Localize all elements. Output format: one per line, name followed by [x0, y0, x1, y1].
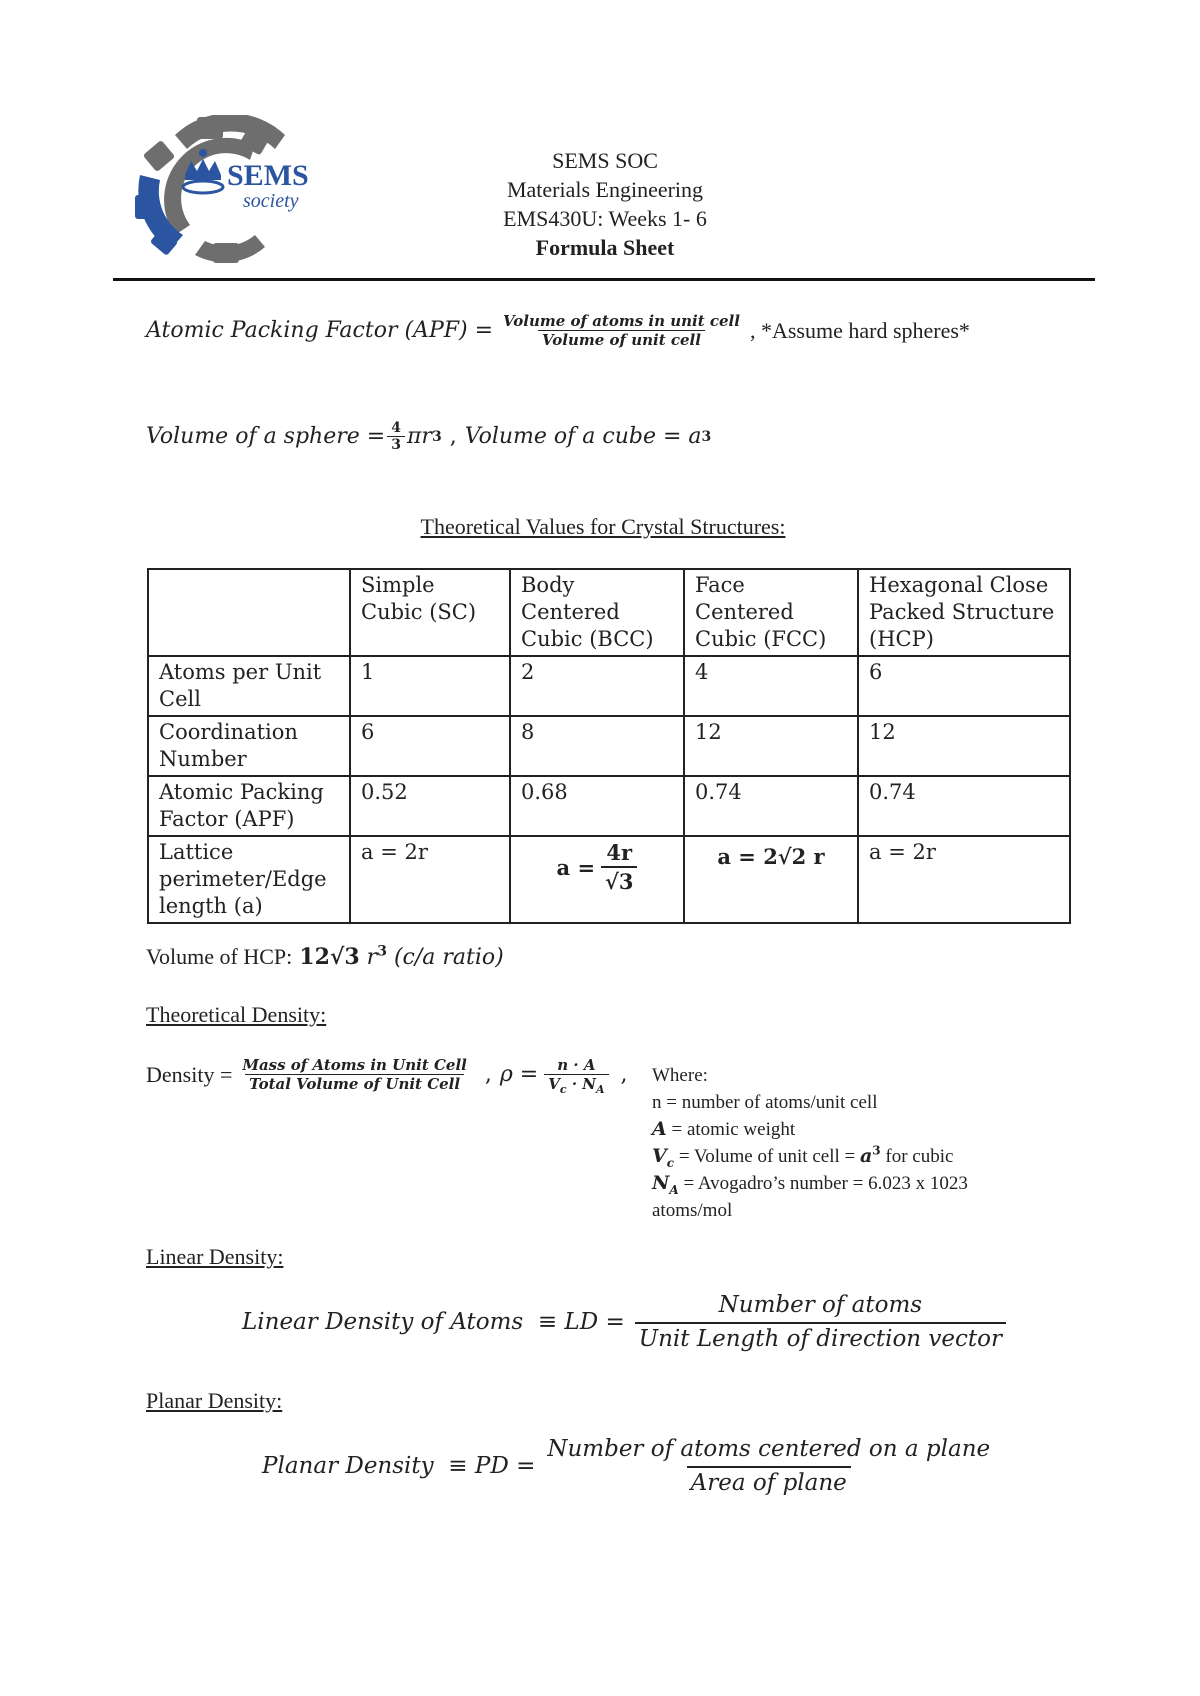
table-cell: 0.68: [510, 776, 684, 836]
planar-density-numerator: Number of atoms centered on a plane: [547, 1436, 991, 1462]
table-header-cell: Simple Cubic (SC): [350, 569, 510, 656]
table-cell: Atoms per Unit Cell: [148, 656, 350, 716]
table-cell: 0.74: [858, 776, 1070, 836]
density-where-list: [652, 1062, 968, 1224]
table-cell: 0.52: [350, 776, 510, 836]
table-cell: Atomic Packing Factor (APF): [148, 776, 350, 836]
table-header-cell: [148, 569, 350, 656]
hcp-volume: [146, 944, 504, 970]
hcp-volume-formula: 12√3: [299, 944, 360, 970]
rho-denominator: $V_c \cdot N_A$: [544, 1074, 608, 1093]
sphere-numerator: 4: [391, 420, 401, 436]
table-cell-fcc-lattice: a = 2√2 r: [684, 836, 858, 923]
table-cell-bcc-lattice: [510, 836, 684, 923]
table-cell: Lattice perimeter/Edge length (a): [148, 836, 350, 923]
header-line1: SEMS SOC: [552, 148, 658, 173]
where-title: Where:: [652, 1065, 708, 1086]
rho-comma: ,: [620, 1062, 628, 1087]
apf-denominator: Volume of unit cell: [538, 330, 705, 349]
table-cell: 0.74: [684, 776, 858, 836]
sphere-denominator: 3: [387, 436, 405, 453]
table-cell: 4: [684, 656, 858, 716]
planar-density-denominator: Area of plane: [687, 1466, 851, 1496]
table-title: Theoretical Values for Crystal Structures:: [420, 514, 786, 539]
crystal-structures-table: [147, 568, 1071, 924]
linear-density-lhs: Linear Density of Atoms ≡ LD =: [242, 1309, 625, 1335]
linear-density-numerator: Number of atoms: [718, 1292, 923, 1318]
volume-formulas: Volume of a sphere = $\frac{4}{3}$ πr 3 , Volume of a cube = a 3: [146, 420, 712, 453]
table-cell: 12: [684, 716, 858, 776]
table-row: [148, 716, 1070, 776]
cube-lhs: Volume of a cube = a: [464, 424, 702, 449]
apf-lhs: Atomic Packing Factor (APF) =: [146, 318, 494, 343]
where-line-n: n = number of atoms/unit cell: [652, 1092, 878, 1113]
hcp-volume-exp: 3: [377, 943, 387, 960]
density-comma: ,: [484, 1062, 492, 1087]
header-divider: [113, 278, 1095, 281]
table-row-lattice: [148, 836, 1070, 923]
table-header-cell: Face Centered Cubic (FCC): [684, 569, 858, 656]
header-block: [300, 146, 910, 262]
hcp-volume-ratio: (c/a ratio): [393, 945, 504, 970]
linear-density-formula: [242, 1292, 1006, 1352]
sphere-rhs: πr: [406, 424, 432, 449]
density-formula: [146, 1056, 628, 1096]
planar-density-lhs: Planar Density ≡ PD =: [262, 1453, 536, 1479]
where-line-a: A = atomic weight: [652, 1118, 796, 1140]
apf-note: , *Assume hard spheres*: [749, 317, 970, 343]
table-cell: 6: [858, 656, 1070, 716]
hcp-volume-r: r: [366, 945, 378, 970]
linear-density-heading: Linear Density:: [146, 1244, 284, 1269]
density-lhs: Density =: [146, 1061, 233, 1087]
svg-text:SEMS: SEMS: [227, 159, 309, 192]
table-cell: a = 2r: [858, 836, 1070, 923]
apf-formula: [146, 312, 970, 349]
table-cell: 8: [510, 716, 684, 776]
table-cell: 12: [858, 716, 1070, 776]
volume-separator: ,: [449, 424, 457, 449]
theoretical-density-heading: Theoretical Density:: [146, 1002, 327, 1027]
linear-density-denominator: Unit Length of direction vector: [635, 1322, 1006, 1352]
header-line3: EMS430U: Weeks 1- 6: [503, 206, 707, 231]
density-denominator: Total Volume of Unit Cell: [245, 1074, 464, 1093]
table-row: [148, 776, 1070, 836]
header-line2: Materials Engineering: [506, 177, 704, 202]
table-cell: Coordination Number: [148, 716, 350, 776]
bcc-lhs: a =: [556, 854, 596, 880]
rho-lhs: ρ =: [499, 1062, 539, 1087]
planar-density-heading: Planar Density:: [146, 1388, 283, 1413]
table-header-row: [148, 569, 1070, 656]
page-title: Formula Sheet: [535, 235, 675, 260]
table-cell: a = 2r: [350, 836, 510, 923]
table-header-cell: Body Centered Cubic (BCC): [510, 569, 684, 656]
where-line-units: atoms/mol: [652, 1200, 733, 1221]
bcc-numerator: 4r: [606, 840, 633, 865]
sphere-lhs: Volume of a sphere =: [146, 424, 386, 449]
density-numerator: Mass of Atoms in Unit Cell: [242, 1056, 467, 1074]
table-cell: 1: [350, 656, 510, 716]
hcp-volume-label: Volume of HCP:: [146, 944, 293, 969]
planar-density-formula: [262, 1436, 994, 1496]
table-row: [148, 656, 1070, 716]
bcc-denominator: √3: [601, 866, 637, 895]
where-line-na: $N_A$ = Avogadro’s number = 6.023 x 1023: [652, 1172, 968, 1197]
apf-numerator: Volume of atoms in unit cell: [503, 312, 740, 330]
table-cell: 6: [350, 716, 510, 776]
svg-text:society: society: [243, 190, 299, 212]
table-cell: 2: [510, 656, 684, 716]
rho-numerator: n · A: [557, 1056, 596, 1074]
where-line-vc: $V_c$ = Volume of unit cell = $a^3$ for cubic: [652, 1143, 954, 1170]
table-header-cell: Hexagonal Close Packed Structure (HCP): [858, 569, 1070, 656]
